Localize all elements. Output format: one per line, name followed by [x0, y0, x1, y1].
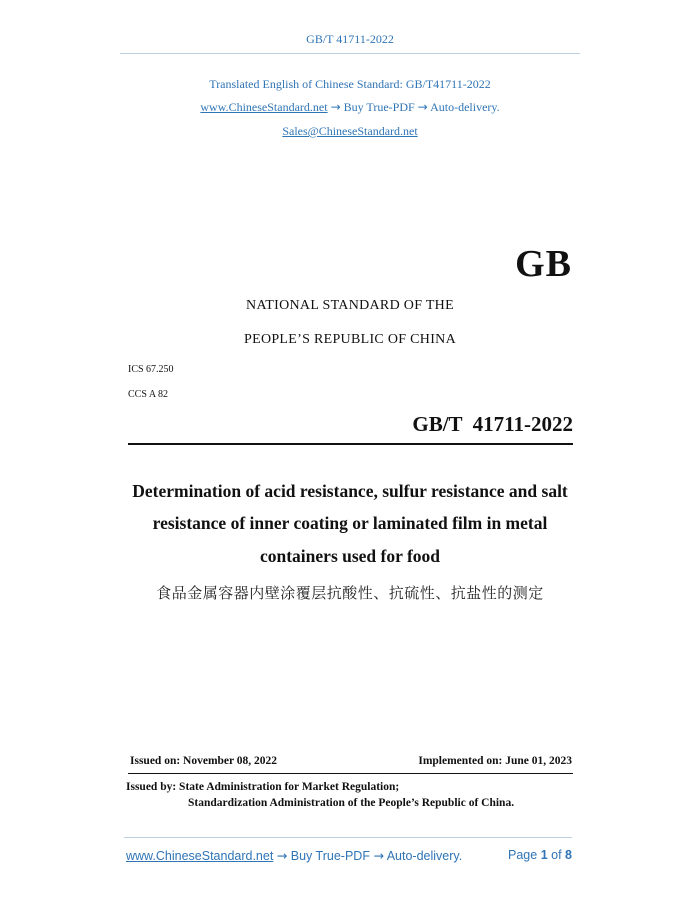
of-label: of — [551, 848, 562, 862]
translation-links — [0, 100, 700, 115]
title-line-3: containers used for food — [259, 546, 441, 566]
dates-divider — [128, 773, 573, 774]
footer-site-link[interactable]: www.ChineseStandard.net — [126, 849, 274, 863]
footer-divider — [124, 837, 572, 838]
arrow-right-icon: → — [417, 100, 428, 114]
email-line — [0, 124, 700, 139]
issued-by-line1: Issued by: State Administration for Market Regulation; — [126, 781, 400, 793]
standard-number: GB/T 41711-2022 — [412, 412, 573, 436]
footer-delivery-text: Auto-delivery. — [386, 849, 463, 863]
arrow-right-icon: → — [373, 848, 384, 863]
header-divider — [120, 53, 580, 54]
email-link[interactable]: Sales@ChineseStandard.net — [282, 124, 418, 138]
site-link[interactable]: www.ChineseStandard.net — [200, 100, 328, 114]
national-standard-line1: NATIONAL STANDARD OF THE — [246, 298, 454, 313]
ics-code: ICS 67.250 — [128, 364, 174, 375]
footer-buy-text: Buy True-PDF — [290, 849, 370, 863]
footer-links — [126, 848, 462, 863]
total-pages: 8 — [565, 848, 572, 862]
title-chinese: 食品金属容器内壁涂覆层抗酸性、抗硫性、抗盐性的测定 — [156, 584, 544, 602]
title-line-2: resistance of inner coating or laminated film in metal — [152, 513, 548, 533]
issued-by-line2: Standardization Administration of the People’s Republic of China. — [188, 797, 515, 809]
page-number: 1 — [540, 848, 548, 862]
buy-pdf-text: Buy True-PDF — [343, 100, 415, 114]
gb-logo: GB — [515, 243, 572, 285]
page-label: Page — [508, 848, 538, 862]
page-indicator — [508, 848, 572, 862]
arrow-right-icon: → — [330, 100, 341, 114]
standard-number-divider — [128, 443, 573, 445]
translation-notice: Translated English of Chinese Standard: GB/T41711-2022 — [209, 77, 491, 91]
auto-delivery-text: Auto-delivery. — [430, 100, 500, 114]
issued-on-date: Issued on: November 08, 2022 — [130, 755, 278, 767]
page-header-code: GB/T 41711-2022 — [306, 32, 394, 46]
national-standard-line2: PEOPLE’S REPUBLIC OF CHINA — [244, 332, 456, 347]
implemented-on-date: Implemented on: June 01, 2023 — [418, 755, 572, 767]
ccs-code: CCS A 82 — [128, 389, 169, 400]
title-line-1: Determination of acid resistance, sulfur resistance and salt — [132, 481, 568, 501]
arrow-right-icon: → — [276, 848, 288, 863]
